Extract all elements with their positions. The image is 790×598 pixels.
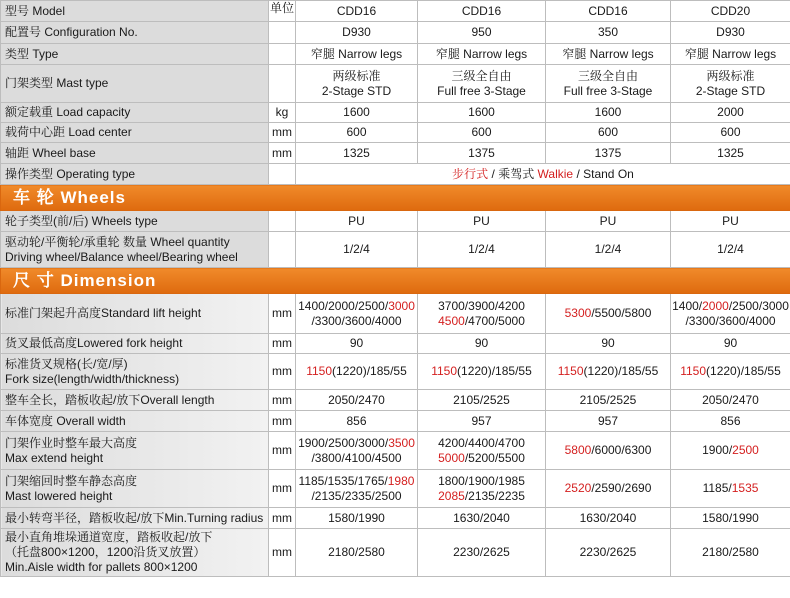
value-segment: 3000 (388, 298, 415, 313)
value-segment: 856 (720, 413, 741, 428)
load-center-unit: mm (269, 123, 296, 143)
value-segment: 3700/3900/4200 (438, 298, 525, 313)
mast-lowered-value (418, 470, 546, 508)
mast-lowered-unit: mm (269, 470, 296, 508)
lowered-fork-value (546, 334, 671, 354)
mast-type-value-line: 两级标准 (706, 68, 755, 83)
aisle-width-value (418, 529, 546, 577)
value-segment: 1400/2000/2500/ (298, 298, 389, 313)
fork-size-value (546, 354, 671, 390)
load-capacity-unit: kg (269, 103, 296, 123)
model-3: CDD16 (546, 1, 671, 22)
configuration-value: D930 (671, 22, 790, 44)
value-segment: 1400/ (672, 298, 703, 313)
value-segment: 1580/1990 (702, 510, 759, 525)
turning-radius-value (418, 508, 546, 529)
value-segment: 2500 (732, 443, 759, 457)
value-segment: 1900/ (702, 443, 733, 457)
fork-size-value (296, 354, 418, 390)
operating-walkie-en: Walkie (537, 166, 574, 181)
aisle-width-label (1, 529, 269, 577)
mast-lowered-label-line: Mast lowered height (5, 488, 113, 503)
overall-width-label-line: 车体宽度 Overall width (5, 413, 126, 428)
value-segment: 5300 (564, 306, 592, 320)
lift-height-value (418, 294, 546, 334)
load-capacity-label: 额定载重 Load capacity (1, 103, 269, 123)
mast-type-value (296, 65, 418, 103)
overall-width-row (1, 411, 790, 432)
value-segment: 2050/2470 (702, 392, 759, 407)
overall-width-unit: mm (269, 411, 296, 432)
configuration-value: 950 (418, 22, 546, 44)
operating-sep: / (573, 166, 584, 181)
mast-type-label: 门架类型 Mast type (1, 65, 269, 103)
max-extend-unit: mm (269, 432, 296, 470)
wheels-type-value: PU (671, 211, 790, 232)
value-segment: /3300/3600/4000 (311, 313, 402, 328)
aisle-width-unit: mm (269, 529, 296, 577)
operating-walkie-cn: 步行式 (452, 166, 489, 181)
wheels-type-value: PU (418, 211, 546, 232)
dimension-section-header-row (1, 268, 790, 294)
value-segment: (1220)/185/55 (583, 364, 659, 378)
lowered-fork-unit: mm (269, 334, 296, 354)
overall-width-label (1, 411, 269, 432)
load-center-value: 600 (296, 123, 418, 143)
value-segment: 1185/ (702, 481, 732, 495)
value-segment: /4700/5000 (464, 313, 525, 328)
fork-size-label-line: 标准货叉规格(长/宽/厚) (5, 356, 128, 371)
value-segment: 90 (601, 336, 615, 350)
value-segment: 1150 (431, 364, 458, 378)
wheels-type-value: PU (546, 211, 671, 232)
value-segment: 957 (471, 413, 492, 428)
lowered-fork-value (671, 334, 790, 354)
lift-height-unit: mm (269, 294, 296, 334)
mast-lowered-value (671, 470, 790, 508)
value-segment: 2000 (702, 298, 729, 313)
mast-lowered-label-line: 门架缩回时整车静态高度 (5, 473, 138, 488)
operating-sep: / (488, 166, 499, 181)
mast-type-value-line: 2-Stage STD (321, 83, 392, 98)
mast-type-value-line: 三级全自由 (577, 68, 638, 83)
configuration-value: 350 (546, 22, 671, 44)
wheel-base-value: 1375 (418, 143, 546, 164)
overall-length-value (546, 390, 671, 411)
mast-type-unit (269, 65, 296, 103)
operating-standon-en: Stand On (583, 166, 634, 181)
load-center-label: 载荷中心距 Load center (1, 123, 269, 143)
turning-radius-label (1, 508, 269, 529)
overall-width-value (546, 411, 671, 432)
value-segment: 2520 (564, 481, 592, 495)
value-segment: (1220)/185/55 (457, 364, 532, 378)
type-value: 窄腿 Narrow legs (418, 44, 546, 65)
model-label: 型号 Model (1, 1, 269, 22)
type-row (1, 44, 790, 65)
load-capacity-value: 2000 (671, 103, 790, 123)
lift-height-label (1, 294, 269, 334)
model-4: CDD20 (671, 1, 790, 22)
value-segment: 957 (597, 413, 619, 428)
turning-radius-label-line: 最小转弯半径，踏板收起/放下Min.Turning radius (5, 510, 264, 525)
turning-radius-value (296, 508, 418, 529)
value-segment: (1220)/185/55 (332, 364, 407, 378)
aisle-width-label-line: 最小直角堆垛通道宽度，踏板收起/放下 (5, 530, 213, 544)
load-center-value: 600 (671, 123, 790, 143)
lift-height-label-line: 标准门架起升高度Standard lift height (5, 306, 202, 320)
lowered-fork-label-line: 货叉最低高度Lowered fork height (5, 336, 183, 350)
overall-width-value (671, 411, 790, 432)
wheels-type-unit (269, 211, 296, 232)
value-segment: /6000/6300 (591, 443, 652, 457)
configuration-row (1, 22, 790, 44)
value-segment: 5800 (564, 443, 592, 457)
turning-radius-row (1, 508, 790, 529)
wheels-type-row (1, 211, 790, 232)
wheel-quantity-row (1, 232, 790, 268)
value-segment: 2230/2625 (453, 545, 510, 559)
overall-length-label (1, 390, 269, 411)
fork-size-value (671, 354, 790, 390)
type-value: 窄腿 Narrow legs (671, 44, 790, 65)
value-segment: 1150 (306, 364, 333, 378)
model-2: CDD16 (418, 1, 546, 22)
value-segment: 1150 (557, 364, 584, 378)
type-label: 类型 Type (1, 44, 269, 65)
lift-height-value (296, 294, 418, 334)
lowered-fork-value (418, 334, 546, 354)
max-extend-row (1, 432, 790, 470)
wheel-base-value: 1325 (296, 143, 418, 164)
value-segment: 2085 (438, 488, 465, 503)
wheels-section-header: 车 轮 Wheels (1, 185, 790, 211)
fork-size-unit: mm (269, 354, 296, 390)
overall-length-value (671, 390, 790, 411)
load-capacity-value: 1600 (546, 103, 671, 123)
mast-lowered-row (1, 470, 790, 508)
turning-radius-value (671, 508, 790, 529)
lowered-fork-value (296, 334, 418, 354)
dimension-section-header: 尺 寸 Dimension (1, 268, 790, 294)
mast-type-row (1, 65, 790, 103)
mast-type-value-line: 三级全自由 (451, 68, 512, 83)
value-segment: 90 (474, 336, 489, 350)
value-segment: 1150 (680, 364, 707, 378)
mast-type-value-line: 两级标准 (332, 68, 381, 83)
wheel-base-value: 1325 (671, 143, 790, 164)
value-segment: 1630/2040 (579, 510, 637, 525)
value-segment: 2180/2580 (702, 545, 759, 559)
operating-unit (269, 164, 296, 185)
value-segment: /2135/2235 (464, 488, 525, 503)
type-unit (269, 44, 296, 65)
wheel-quantity-label (1, 232, 269, 268)
configuration-unit (269, 22, 296, 44)
lift-height-row (1, 294, 790, 334)
wheel-base-label: 轴距 Wheel base (1, 143, 269, 164)
overall-length-row (1, 390, 790, 411)
lift-height-value (546, 294, 671, 334)
type-value: 窄腿 Narrow legs (296, 44, 418, 65)
wheel-quantity-unit (269, 232, 296, 268)
load-capacity-value: 1600 (418, 103, 546, 123)
configuration-value: D930 (296, 22, 418, 44)
value-segment: 3500 (388, 435, 415, 450)
load-center-row (1, 123, 790, 143)
value-segment: 2050/2470 (328, 392, 385, 407)
wheel-base-unit: mm (269, 143, 296, 164)
value-segment: /5500/5800 (591, 306, 652, 320)
max-extend-value (296, 432, 418, 470)
value-segment: 90 (349, 336, 364, 350)
overall-length-unit: mm (269, 390, 296, 411)
header-row (1, 1, 790, 22)
load-center-value: 600 (418, 123, 546, 143)
turning-radius-value (546, 508, 671, 529)
wheel-quantity-value: 1/2/4 (418, 232, 546, 268)
max-extend-value (418, 432, 546, 470)
value-segment: /3800/4100/4500 (311, 450, 402, 465)
value-segment: 1535 (731, 481, 759, 495)
value-segment: (1220)/185/55 (706, 364, 781, 378)
aisle-width-row (1, 529, 790, 577)
wheels-type-label: 轮子类型(前/后) Wheels type (1, 211, 269, 232)
aisle-width-value (671, 529, 790, 577)
mast-type-value-line: 2-Stage STD (695, 83, 766, 98)
aisle-width-value (296, 529, 418, 577)
configuration-label: 配置号 Configuration No. (1, 22, 269, 44)
value-segment: 2105/2525 (579, 392, 637, 407)
value-segment: /2135/2335/2500 (311, 488, 402, 503)
aisle-width-label-line: （托盘800×1200，1200沿货叉放置） (5, 545, 206, 559)
max-extend-value (671, 432, 790, 470)
value-segment: 1900/2500/3000/ (298, 435, 389, 450)
lift-height-value (671, 294, 790, 334)
operating-standon-cn: 乘驾式 (498, 166, 538, 181)
wheel-quantity-value: 1/2/4 (546, 232, 671, 268)
value-segment: 2180/2580 (328, 545, 385, 559)
overall-width-value (418, 411, 546, 432)
value-segment: /5200/5500 (464, 450, 525, 465)
value-segment: 5000 (438, 450, 465, 465)
overall-length-value (296, 390, 418, 411)
mast-type-value-line: Full free 3-Stage (563, 83, 653, 98)
type-value: 窄腿 Narrow legs (546, 44, 671, 65)
mast-type-value (418, 65, 546, 103)
max-extend-label-line: Max extend height (5, 450, 104, 465)
value-segment: 1980 (387, 473, 415, 488)
unit-header: 单位 (269, 1, 296, 22)
value-segment: 4500 (438, 313, 465, 328)
value-segment: 2230/2625 (579, 545, 637, 559)
value-segment: 856 (346, 413, 367, 428)
mast-type-value (671, 65, 790, 103)
value-segment: 90 (723, 336, 738, 350)
operating-label: 操作类型 Operating type (1, 164, 269, 185)
max-extend-value (546, 432, 671, 470)
value-segment: 2105/2525 (453, 392, 510, 407)
max-extend-label (1, 432, 269, 470)
value-segment: /2590/2690 (591, 481, 652, 495)
lowered-fork-row (1, 334, 790, 354)
aisle-width-value (546, 529, 671, 577)
overall-length-label-line: 整车全长，踏板收起/放下Overall length (5, 392, 215, 407)
wheel-quantity-value: 1/2/4 (671, 232, 790, 268)
value-segment: /2500/3000 (728, 298, 789, 313)
mast-type-value (546, 65, 671, 103)
overall-width-value (296, 411, 418, 432)
wheels-type-value: PU (296, 211, 418, 232)
wheel-quantity-label-line: Driving wheel/Balance wheel/Bearing wheel (5, 249, 238, 264)
wheel-base-value: 1375 (546, 143, 671, 164)
value-segment: 1580/1990 (328, 510, 385, 525)
load-capacity-row (1, 103, 790, 123)
overall-length-value (418, 390, 546, 411)
operating-row (1, 164, 790, 185)
mast-lowered-value (546, 470, 671, 508)
mast-type-value-line: Full free 3-Stage (437, 83, 526, 98)
value-segment: 4200/4400/4700 (438, 435, 525, 450)
turning-radius-unit: mm (269, 508, 296, 529)
aisle-width-label-line: Min.Aisle width for pallets 800×1200 (5, 560, 198, 574)
value-segment: /3300/3600/4000 (685, 313, 776, 328)
value-segment: 1630/2040 (453, 510, 510, 525)
mast-lowered-label (1, 470, 269, 508)
fork-size-row (1, 354, 790, 390)
mast-lowered-value (296, 470, 418, 508)
load-center-value: 600 (546, 123, 671, 143)
fork-size-label-line: Fork size(length/width/thickness) (5, 371, 180, 386)
wheels-section-header-row (1, 185, 790, 211)
fork-size-value (418, 354, 546, 390)
value-segment: 1800/1900/1985 (438, 473, 525, 488)
wheel-quantity-value: 1/2/4 (296, 232, 418, 268)
fork-size-label (1, 354, 269, 390)
wheel-base-row (1, 143, 790, 164)
load-capacity-value: 1600 (296, 103, 418, 123)
model-1: CDD16 (296, 1, 418, 22)
value-segment: 1185/1535/1765/ (298, 473, 388, 488)
max-extend-label-line: 门架作业时整车最大高度 (5, 435, 138, 450)
lowered-fork-label (1, 334, 269, 354)
wheel-quantity-label-line: 驱动轮/平衡轮/承重轮 数量 Wheel quantity (5, 234, 230, 249)
operating-value (296, 164, 790, 185)
